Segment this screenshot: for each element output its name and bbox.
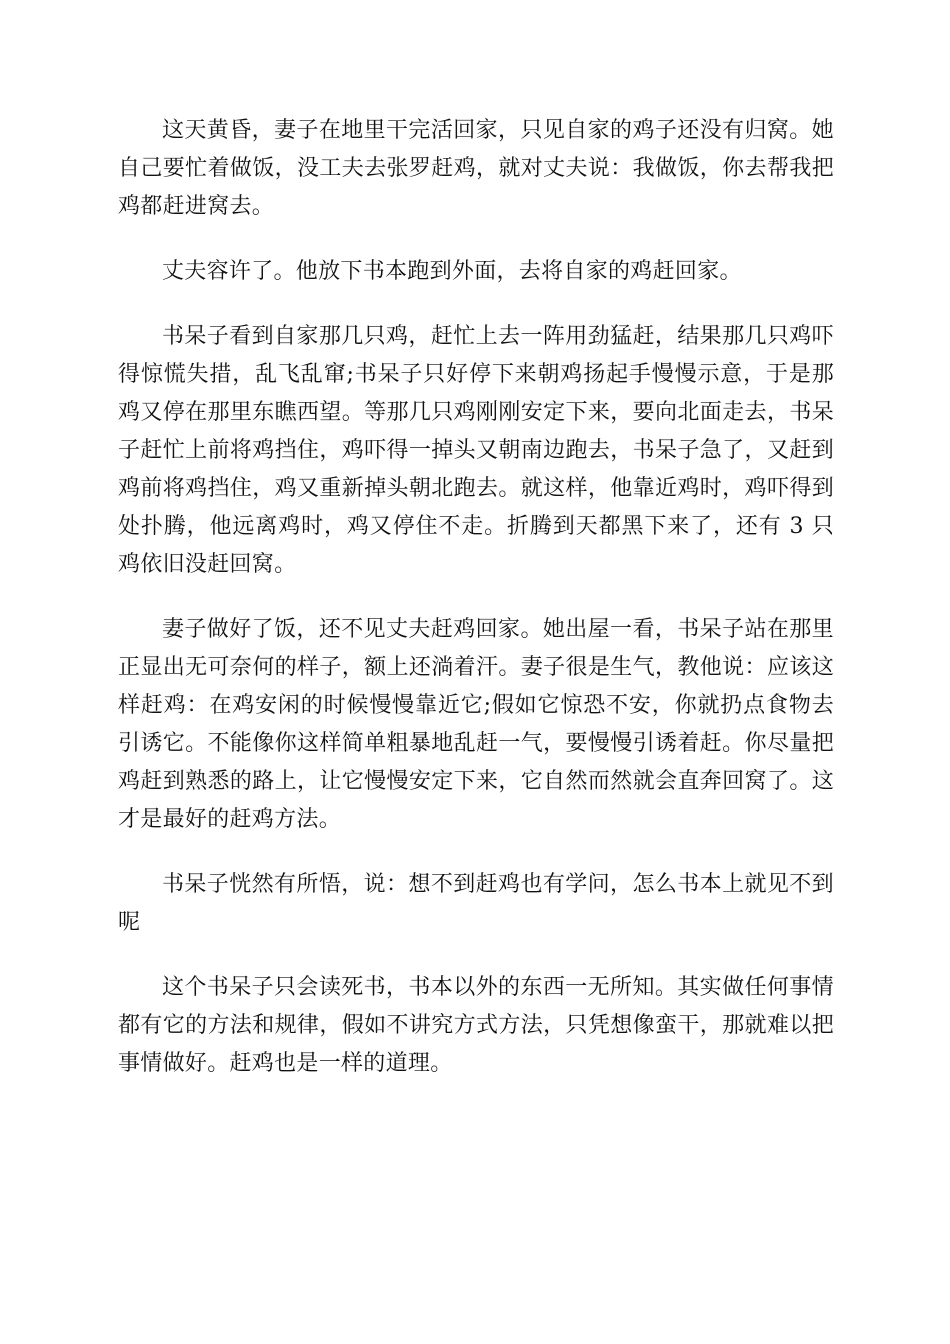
paragraph-2: 丈夫容许了。他放下书本跑到外面，去将自家的鸡赶回家。 — [162, 259, 742, 284]
paragraph-5: 书呆子恍然有所悟，说：想不到赶鸡也有学问，怎么书本上就见不到呢 — [118, 872, 834, 935]
paragraph-6: 这个书呆子只会读死书，书本以外的东西一无所知。其实做任何事情都有它的方法和规律，假如不讲究方式方法，只凭想像蛮干，那就难以把事情做好。赶鸡也是一样的道理。 — [118, 975, 834, 1076]
paragraph-3: 书呆子看到自家那几只鸡，赶忙上去一阵用劲猛赶，结果那几只鸡吓得惊慌失措，乱飞乱窜;书呆子只好停下来朝鸡扬起手慢慢示意，于是那鸡又停在那里东瞧西望。等那几只鸡刚刚安定下来，要向北面走去，书呆子赶忙上前将鸡挡住，鸡吓得一掉头又朝南边跑去，书呆子急了，又赶到鸡前将鸡挡住，鸡又重新掉头朝北跑去。就这样，他靠近鸡时，鸡吓得到处扑腾，他远离鸡时，鸡又停住不走。折腾到天都黑下来了，还有 3 只鸡依旧没赶回窝。 — [118, 324, 834, 577]
paragraph-4: 妻子做好了饭，还不见丈夫赶鸡回家。她出屋一看，书呆子站在那里正显出无可奈何的样子，额上还淌着汗。妻子很是生气，教他说：应该这样赶鸡：在鸡安闲的时候慢慢靠近它;假如它惊恐不安，你就扔点食物去引诱它。不能像你这样简单粗暴地乱赶一气，要慢慢引诱着赶。你尽量把鸡赶到熟悉的路上，让它慢慢安定下来，它自然而然就会直奔回窝了。这才是最好的赶鸡方法。 — [118, 617, 834, 832]
paragraph-1: 这天黄昏，妻子在地里干完活回家，只见自家的鸡子还没有归窝。她自己要忙着做饭，没工夫去张罗赶鸡，就对丈夫说：我做饭，你去帮我把鸡都赶进窝去。 — [118, 118, 834, 219]
document-body — [118, 112, 834, 1110]
